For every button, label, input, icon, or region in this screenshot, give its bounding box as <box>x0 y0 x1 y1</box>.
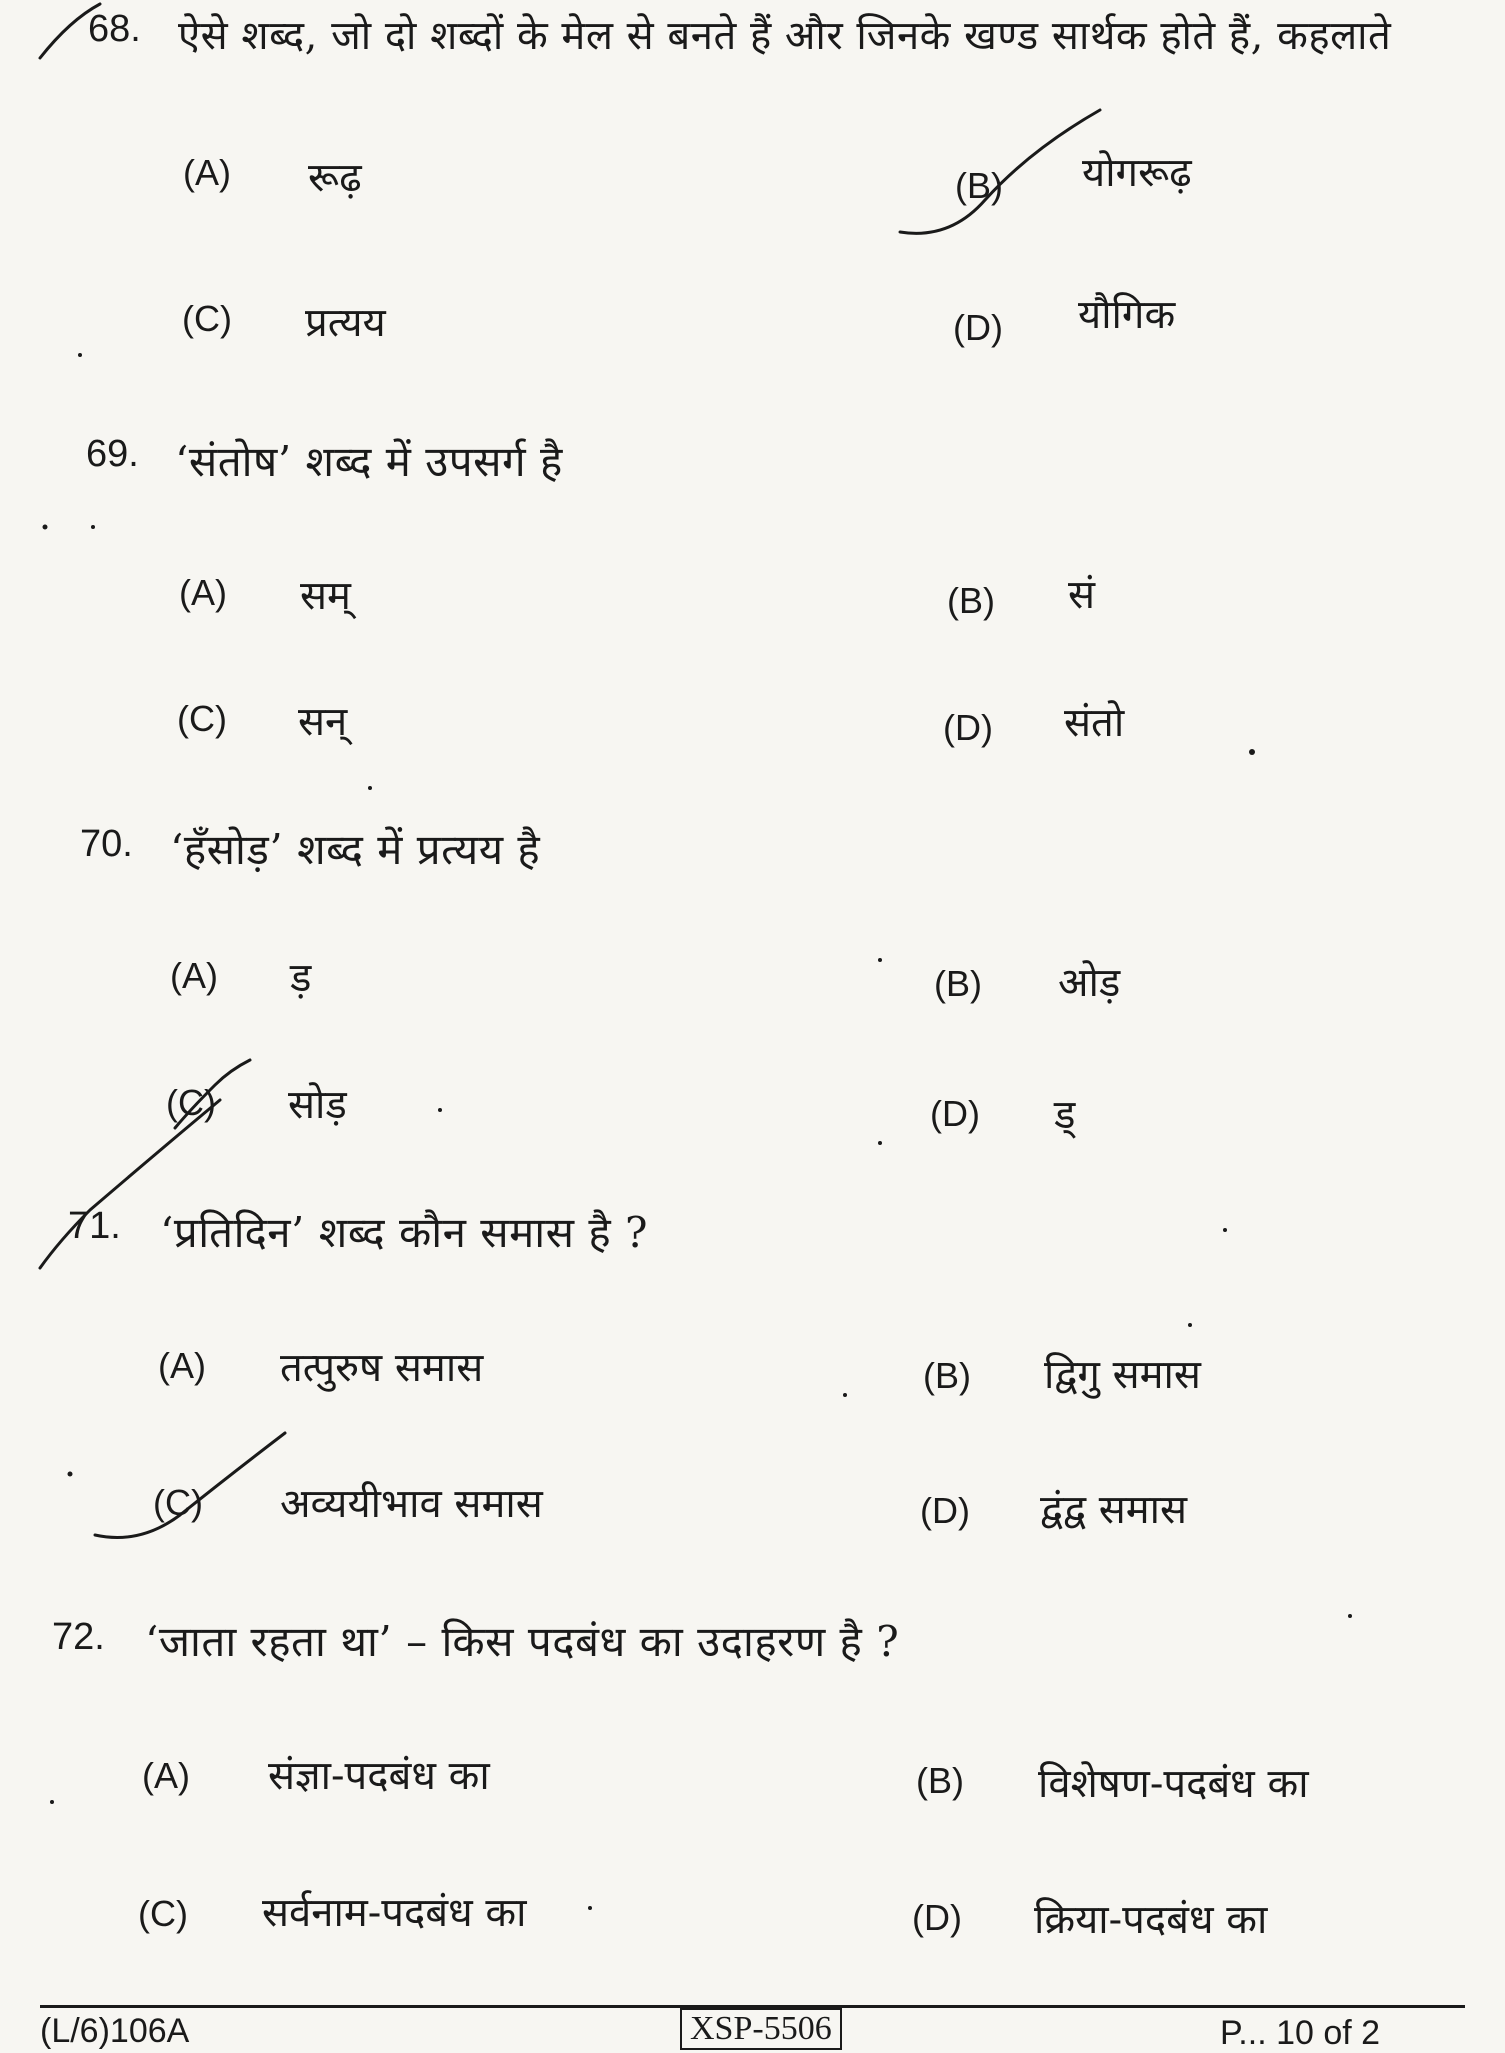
option-d-label: (D) <box>953 307 1003 348</box>
option-c-label: (C) <box>177 698 227 739</box>
option-b-label: (B) <box>947 580 995 621</box>
option-c-label: (C) <box>166 1082 216 1123</box>
option-d-text: यौगिक <box>1078 292 1176 338</box>
question-number: 70. <box>80 823 133 865</box>
option-a-label: (A) <box>179 572 227 613</box>
option-b-label: (B) <box>955 165 1003 206</box>
question-text: ‘हँसोड़’ शब्द में प्रत्यय है <box>170 825 541 874</box>
option-d-label: (D) <box>930 1093 980 1134</box>
option-a-label: (A) <box>170 955 218 996</box>
option-a-text: तत्पुरुष समास <box>280 1345 484 1391</box>
option-d-text: ड् <box>1054 1092 1076 1138</box>
option-d-label: (D) <box>943 707 993 748</box>
option-d-label: (D) <box>912 1897 962 1938</box>
question-text: ‘प्रतिदिन’ शब्द कौन समास है ? <box>160 1208 649 1257</box>
option-a-label: (A) <box>158 1345 206 1386</box>
question-number: 71. <box>68 1205 121 1247</box>
question-number: 72. <box>52 1616 105 1658</box>
option-b-text: द्विगु समास <box>1044 1352 1201 1398</box>
option-c-text: प्रत्यय <box>305 300 386 346</box>
option-a-label: (A) <box>142 1755 190 1796</box>
option-c-text: सन् <box>298 699 348 745</box>
option-c-text: सोड़ <box>288 1082 347 1128</box>
question-text: ‘संतोष’ शब्द में उपसर्ग है <box>175 437 563 486</box>
option-c-label: (C) <box>153 1482 203 1523</box>
question-text: ‘जाता रहता था’ – किस पदबंध का उदाहरण है ? <box>145 1617 900 1666</box>
question-number: 68. <box>88 8 141 50</box>
option-a-text: संज्ञा-पदबंध का <box>268 1753 490 1799</box>
option-b-text: ओड़ <box>1058 960 1121 1006</box>
option-b-label: (B) <box>934 963 982 1004</box>
option-c-text: अव्ययीभाव समास <box>280 1481 543 1527</box>
option-b-text: विशेषण-पदबंध का <box>1038 1761 1309 1807</box>
footer-paper-code: (L/6)106A <box>40 2012 190 2050</box>
option-a-text: सम् <box>300 573 351 619</box>
option-b-text: सं <box>1068 572 1096 618</box>
option-c-label: (C) <box>182 298 232 339</box>
footer-series-code: XSP-5506 <box>680 2008 842 2050</box>
option-a-text: ड़ <box>290 955 312 1001</box>
question-number: 69. <box>86 433 139 475</box>
option-b-label: (B) <box>923 1355 971 1396</box>
option-a-label: (A) <box>183 152 231 193</box>
option-c-label: (C) <box>138 1893 188 1934</box>
question-text: ऐसे शब्द, जो दो शब्दों के मेल से बनते हैं और जिनके खण्ड सार्थक होते हैं, कहलाते <box>178 13 1392 59</box>
option-d-text: संतो <box>1064 700 1125 746</box>
option-d-text: द्वंद्व समास <box>1040 1487 1188 1533</box>
option-b-text: योगरूढ़ <box>1082 150 1192 196</box>
option-d-text: क्रिया-पदबंध का <box>1034 1897 1268 1943</box>
option-b-label: (B) <box>916 1760 964 1801</box>
option-c-text: सर्वनाम-पदबंध का <box>262 1890 527 1936</box>
footer-page-number: P... 10 of 2 <box>1220 2014 1381 2052</box>
option-d-label: (D) <box>920 1490 970 1531</box>
option-a-text: रूढ़ <box>308 155 362 201</box>
